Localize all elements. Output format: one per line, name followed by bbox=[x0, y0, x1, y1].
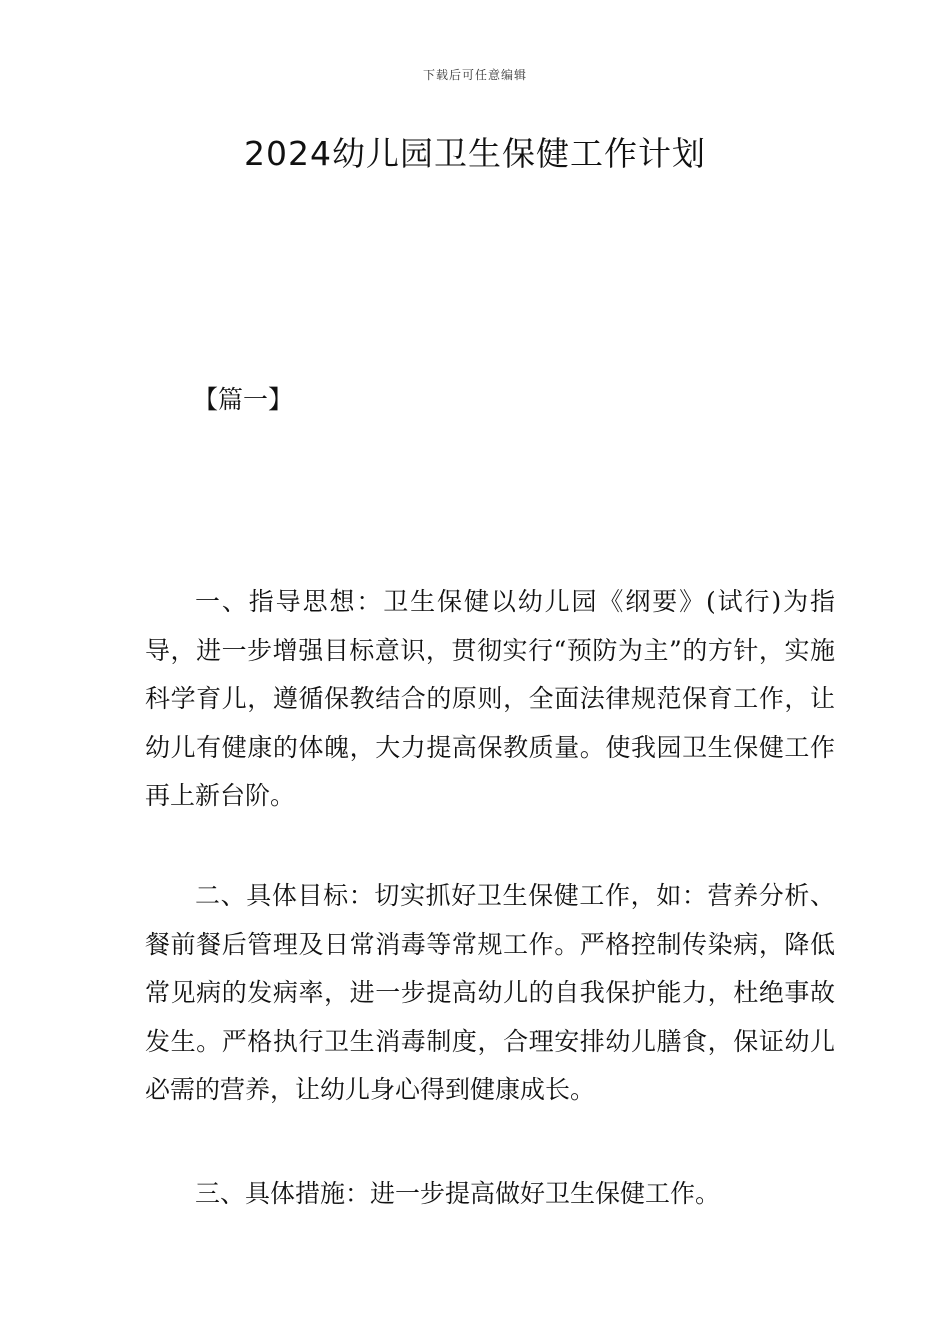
paragraph-guiding-thought: 一、指导思想：卫生保健以幼儿园《纲要》(试行)为指导，进一步增强目标意识，贯彻实行“预防为主”的方针，实施科学育儿，遵循保教结合的原则，全面法律规范保育工作，让幼儿有健康的体魄，大力提高保教质量。使我园卫生保健工作再上新台阶。 bbox=[145, 587, 835, 810]
paragraph-specific-goals: 二、具体目标：切实抓好卫生保健工作，如：营养分析、餐前餐后管理及日常消毒等常规工作。严格控制传染病，降低常见病的发病率，进一步提高幼儿的自我保护能力，杜绝事故发生。严格执行卫生消毒制度，合理安排幼儿膳食，保证幼儿必需的营养，让幼儿身心得到健康成长。 bbox=[145, 881, 835, 1104]
header-note: 下载后可任意编辑 bbox=[422, 68, 527, 82]
paragraph-specific-measures: 三、具体措施：进一步提高做好卫生保健工作。 bbox=[195, 1179, 721, 1208]
page-title: 2024幼儿园卫生保健工作计划 bbox=[244, 134, 706, 173]
section-label: 【篇一】 bbox=[193, 385, 294, 414]
